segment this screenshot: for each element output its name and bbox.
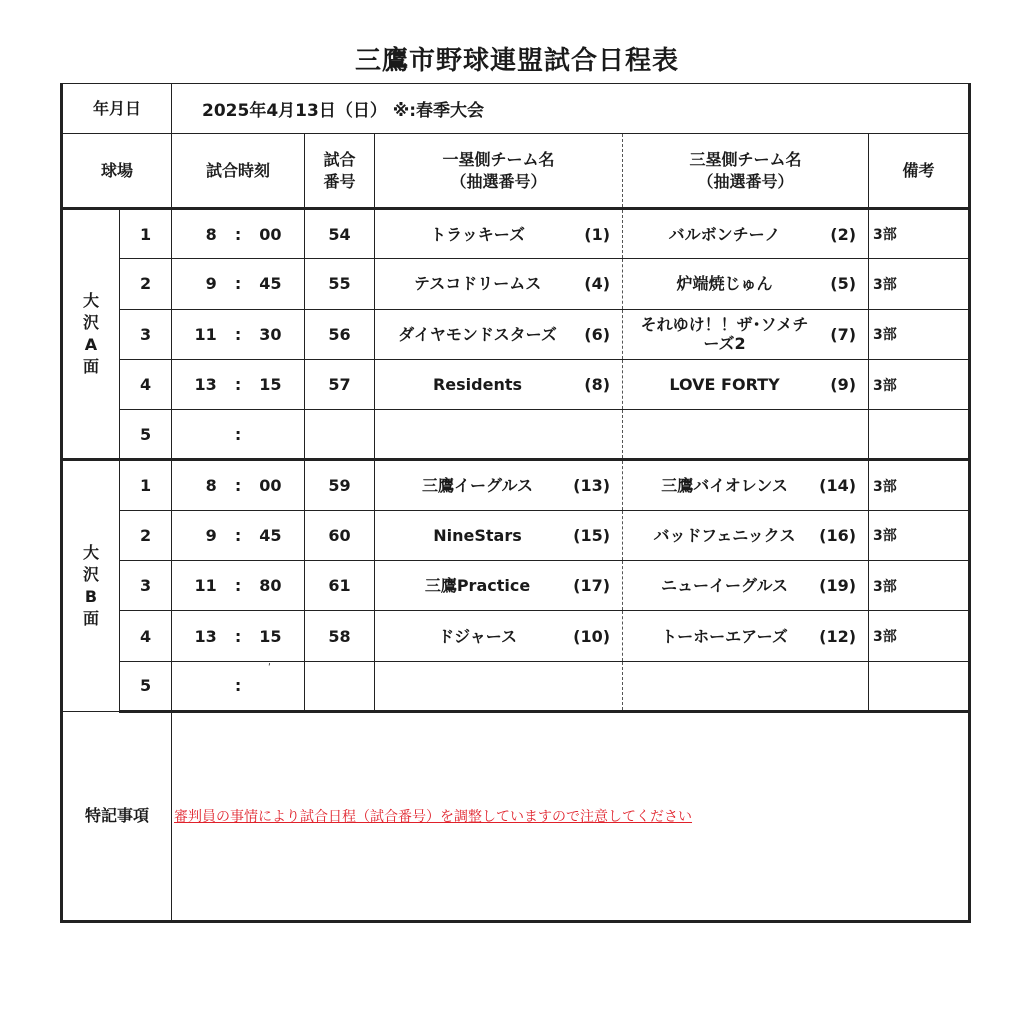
third-base-team — [623, 526, 868, 545]
time-minute: 45 — [259, 274, 282, 294]
slot-number: 1 — [120, 209, 172, 259]
time-minute: 80 — [259, 576, 282, 596]
third-base-team-cell — [623, 410, 869, 460]
time-hour: 11 — [194, 576, 217, 596]
table-row — [62, 611, 970, 661]
time-separator: : — [234, 476, 242, 496]
first-base-draw-number: (15) — [573, 525, 611, 545]
match-time — [172, 460, 305, 510]
match-time — [172, 359, 305, 409]
first-base-team — [375, 375, 622, 394]
first-base-team-name: トラッキーズ — [430, 224, 525, 244]
time-separator: : — [234, 375, 242, 395]
page-title: 三鷹市野球連盟試合日程表 — [354, 46, 679, 76]
third-base-team — [623, 476, 868, 495]
time-value — [172, 526, 304, 545]
first-base-draw-number: (4) — [584, 274, 611, 294]
slot-number: 3 — [120, 309, 172, 359]
remark: 3部 — [869, 259, 970, 309]
third-base-team-name: LOVE FORTY — [669, 375, 780, 395]
match-time — [172, 410, 305, 460]
third-base-draw-number: (12) — [819, 626, 857, 646]
time-separator: : — [234, 676, 242, 696]
header-row — [62, 134, 970, 209]
remark: 3部 — [869, 561, 970, 611]
time-separator: : — [234, 324, 242, 344]
match-no-header-line2: 番号 — [323, 171, 356, 191]
special-notes-row — [62, 711, 970, 921]
remark: 3部 — [869, 309, 970, 359]
remark — [869, 410, 970, 460]
first-base-team-name: ドジャース — [438, 626, 517, 646]
third-base-team-name: それゆけ！！ザ･ソメチーズ2 — [640, 315, 809, 354]
time-value — [172, 576, 304, 595]
venue-name-char: 大 — [82, 291, 99, 311]
match-no-header — [305, 134, 375, 209]
table-row — [62, 661, 970, 711]
time-separator: : — [234, 424, 242, 444]
time-value — [172, 425, 304, 444]
first-base-team-cell — [375, 510, 623, 560]
time-minute: 15 — [259, 626, 282, 646]
match-time — [172, 661, 305, 711]
third-base-team — [623, 576, 868, 595]
venue-name — [62, 209, 120, 460]
slot-number: 4 — [120, 359, 172, 409]
slot-number: 3 — [120, 561, 172, 611]
time-value — [172, 627, 304, 646]
time-hour: 8 — [205, 476, 217, 496]
third-base-draw-number: (14) — [819, 476, 857, 496]
third-base-draw-number: (5) — [830, 274, 857, 294]
third-base-team-cell — [623, 561, 869, 611]
first-base-team — [375, 576, 622, 595]
first-base-team — [375, 526, 622, 545]
first-base-draw-number: (1) — [584, 224, 611, 244]
table-row — [62, 460, 970, 510]
third-base-team — [623, 375, 868, 394]
first-base-team-cell — [375, 460, 623, 510]
time-separator: : — [234, 525, 242, 545]
match-time — [172, 209, 305, 259]
match-number: 60 — [305, 510, 375, 560]
date-label: 年月日 — [62, 84, 172, 134]
third-base-team-cell — [623, 359, 869, 409]
first-base-team-cell — [375, 259, 623, 309]
third-base-team — [623, 225, 868, 244]
slot-number: 2 — [120, 259, 172, 309]
third-base-team-name: 炉端焼じゅん — [676, 274, 773, 294]
table-row — [62, 309, 970, 359]
first-base-team-name: Residents — [432, 375, 523, 395]
match-time — [172, 561, 305, 611]
remark — [869, 661, 970, 711]
first-base-team — [375, 325, 622, 344]
time-minute: 30 — [259, 324, 282, 344]
time-separator: : — [234, 274, 242, 294]
match-number: 59 — [305, 460, 375, 510]
match-number — [305, 661, 375, 711]
slot-number: 4 — [120, 611, 172, 661]
special-notes-text: 審判員の事情により試合日程（試合番号）を調整していますので注意してください — [174, 809, 693, 826]
first-base-header — [375, 134, 623, 209]
match-number: 55 — [305, 259, 375, 309]
first-base-team-name: NineStars — [433, 525, 522, 545]
third-base-team-cell — [623, 309, 869, 359]
third-base-team-cell — [623, 259, 869, 309]
first-base-team-cell — [375, 561, 623, 611]
schedule-table — [60, 83, 971, 923]
third-base-header-line1: 三塁側チーム名 — [689, 149, 802, 169]
third-base-team-cell — [623, 460, 869, 510]
third-base-draw-number: (19) — [819, 576, 857, 596]
date-value: 2025年4月13日（日） ※:春季大会 — [172, 84, 970, 134]
third-base-team-name: バルボンチーノ — [668, 224, 781, 244]
third-base-team — [623, 274, 868, 293]
table-row — [62, 410, 970, 460]
first-base-team-cell — [375, 611, 623, 661]
third-base-team — [623, 627, 868, 646]
first-base-header-line1: 一塁側チーム名 — [442, 149, 555, 169]
third-base-header-line2: （抽選番号） — [697, 171, 794, 191]
first-base-draw-number: (17) — [573, 576, 611, 596]
first-base-team — [375, 225, 622, 244]
first-base-team-cell — [375, 410, 623, 460]
venue-name-char: 面 — [82, 609, 99, 629]
first-base-header-line2: （抽選番号） — [450, 171, 547, 191]
special-notes-cell — [172, 711, 970, 921]
remark: 3部 — [869, 460, 970, 510]
venue-name-char: 大 — [82, 543, 99, 563]
first-base-team — [375, 627, 622, 646]
table-row — [62, 209, 970, 259]
remark: 3部 — [869, 510, 970, 560]
venue-name-char: 沢 — [82, 565, 99, 585]
time-header: 試合時刻 — [172, 134, 305, 209]
third-base-team-name: トーホーエアーズ — [661, 626, 788, 646]
time-hour: 9 — [205, 274, 217, 294]
venue-name-char: 沢 — [82, 313, 99, 333]
third-base-team-name: バッドフェニックス — [653, 525, 796, 545]
venue-name-char: B — [84, 587, 98, 607]
time-hour — [189, 676, 217, 695]
third-base-team-name: ニューイーグルス — [660, 576, 789, 596]
time-value — [172, 676, 304, 695]
first-base-team-name: 三鷹Practice — [424, 576, 531, 596]
first-base-team-cell — [375, 209, 623, 259]
slot-number: 5 — [120, 661, 172, 711]
third-base-header — [623, 134, 869, 209]
match-number: 58 — [305, 611, 375, 661]
third-base-draw-number: (2) — [830, 224, 857, 244]
special-notes-label: 特記事項 — [62, 711, 172, 921]
time-value — [172, 325, 304, 344]
match-number: 54 — [305, 209, 375, 259]
table-row — [62, 561, 970, 611]
first-base-draw-number: (13) — [573, 476, 611, 496]
time-minute — [259, 676, 287, 695]
remark: 3部 — [869, 359, 970, 409]
time-value — [172, 274, 304, 293]
slot-number: 2 — [120, 510, 172, 560]
remarks-header: 備考 — [869, 134, 970, 209]
time-hour: 13 — [194, 375, 217, 395]
match-time — [172, 309, 305, 359]
third-base-team — [623, 315, 868, 353]
time-minute: 00 — [259, 224, 282, 244]
third-base-team-cell — [623, 510, 869, 560]
match-number: 61 — [305, 561, 375, 611]
time-hour: 11 — [194, 324, 217, 344]
first-base-team-name: テスコドリームス — [413, 274, 542, 294]
slot-number: 5 — [120, 410, 172, 460]
time-minute: 00 — [259, 476, 282, 496]
first-base-team — [375, 274, 622, 293]
table-row — [62, 259, 970, 309]
venue-name-char: A — [84, 335, 98, 355]
third-base-team-cell — [623, 209, 869, 259]
first-base-team-name: 三鷹イーグルス — [421, 476, 534, 496]
time-separator: : — [234, 576, 242, 596]
first-base-draw-number: (6) — [584, 324, 611, 344]
first-base-draw-number: (8) — [584, 375, 611, 395]
match-number: 56 — [305, 309, 375, 359]
match-time — [172, 259, 305, 309]
time-hour: 13 — [194, 626, 217, 646]
match-time — [172, 510, 305, 560]
time-separator: : — [234, 626, 242, 646]
third-base-team-cell — [623, 661, 869, 711]
time-minute: 15 — [259, 375, 282, 395]
remark: 3部 — [869, 611, 970, 661]
first-base-team — [375, 476, 622, 495]
stray-mark: ʹ — [268, 663, 271, 674]
match-number: 57 — [305, 359, 375, 409]
first-base-team-cell — [375, 309, 623, 359]
third-base-team-cell — [623, 611, 869, 661]
table-row — [62, 510, 970, 560]
time-value — [172, 476, 304, 495]
venue-name-char: 面 — [82, 357, 99, 377]
match-time — [172, 611, 305, 661]
match-number — [305, 410, 375, 460]
first-base-team-name: ダイヤモンドスターズ — [398, 324, 557, 344]
time-value — [172, 375, 304, 394]
time-separator: : — [234, 224, 242, 244]
third-base-draw-number: (9) — [830, 375, 857, 395]
third-base-draw-number: (7) — [830, 324, 857, 344]
time-hour: 8 — [205, 224, 217, 244]
time-hour — [189, 425, 217, 444]
remark: 3部 — [869, 209, 970, 259]
time-minute: 45 — [259, 525, 282, 545]
third-base-team-name: 三鷹バイオレンス — [661, 476, 788, 496]
first-base-team-cell — [375, 661, 623, 711]
first-base-team-cell — [375, 359, 623, 409]
match-no-header-line1: 試合 — [323, 149, 356, 169]
venue-name — [62, 460, 120, 711]
table-row — [62, 359, 970, 409]
time-minute — [259, 425, 287, 444]
date-row — [62, 84, 970, 134]
venue-header: 球場 — [62, 134, 172, 209]
slot-number: 1 — [120, 460, 172, 510]
first-base-draw-number: (10) — [573, 626, 611, 646]
time-hour: 9 — [205, 525, 217, 545]
third-base-draw-number: (16) — [819, 525, 857, 545]
time-value — [172, 225, 304, 244]
